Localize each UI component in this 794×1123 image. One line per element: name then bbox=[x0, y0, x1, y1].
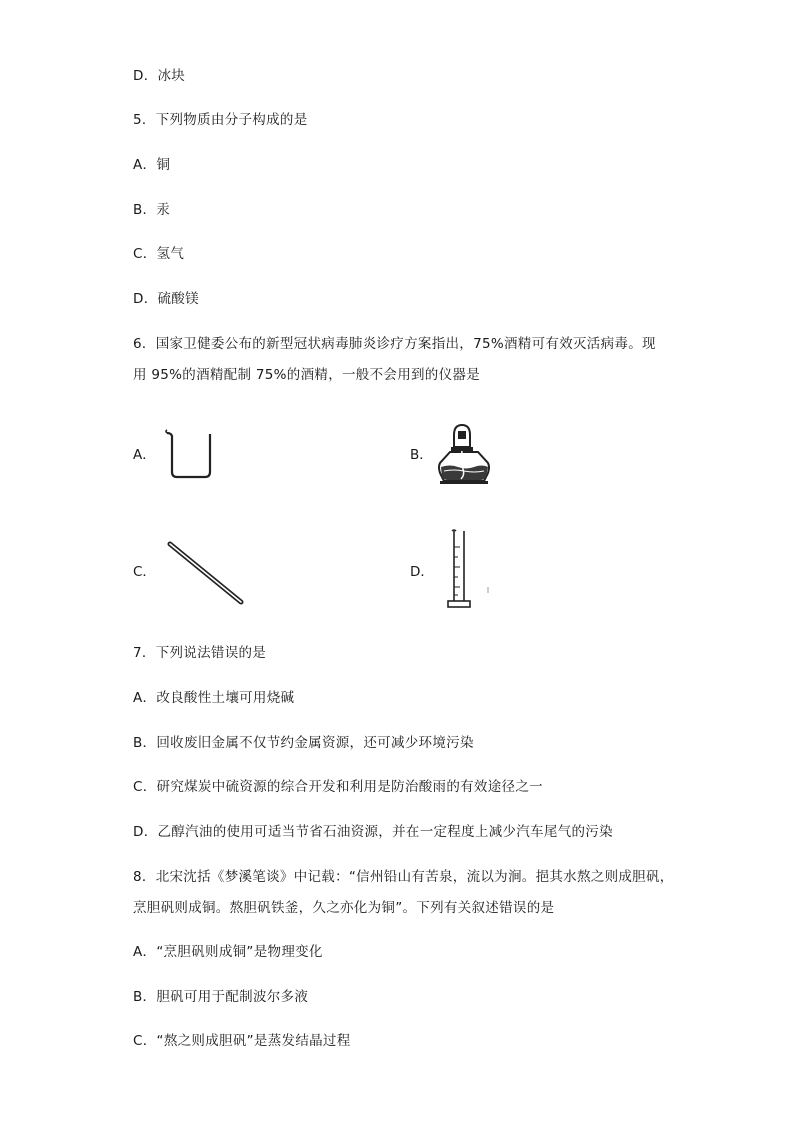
alcohol-lamp-icon bbox=[436, 421, 492, 487]
q8-option-c: C．“熬之则成胆矾”是蒸发结晶过程 bbox=[133, 1033, 351, 1049]
glass-rod-icon bbox=[166, 540, 246, 606]
q7-option-d: D．乙醇汽油的使用可适当节省石油资源，并在一定程度上减少汽车尾气的污染 bbox=[133, 824, 613, 840]
q5-option-c: C．氢气 bbox=[133, 246, 185, 262]
graduated-cylinder-icon bbox=[444, 527, 494, 613]
q7-option-b: B．回收废旧金属不仅节约金属资源，还可减少环境污染 bbox=[133, 735, 474, 751]
q6-stem-line2: 用 95%的酒精配制 75%的酒精，一般不会用到的仪器是 bbox=[133, 367, 480, 383]
q8-stem-line2: 烹胆矾则成铜。熬胆矾铁釜，久之亦化为铜”。下列有关叙述错误的是 bbox=[133, 900, 555, 916]
q4-option-d: D．冰块 bbox=[133, 68, 186, 84]
q5-option-a: A．铜 bbox=[133, 157, 171, 173]
q6-stem-line1: 6．国家卫健委公布的新型冠状病毒肺炎诊疗方案指出，75%酒精可有效灭活病毒。现 bbox=[133, 336, 656, 352]
beaker-icon bbox=[163, 428, 213, 480]
q5-stem: 5．下列物质由分子构成的是 bbox=[133, 112, 308, 128]
q6-option-b-label: B． bbox=[410, 447, 433, 463]
q8-option-a: A．“烹胆矾则成铜”是物理变化 bbox=[133, 944, 323, 960]
q8-option-b: B．胆矾可用于配制波尔多液 bbox=[133, 989, 309, 1005]
q6-option-a-label: A． bbox=[133, 447, 156, 463]
q6-option-d-label: D． bbox=[410, 564, 434, 580]
q7-option-a: A．改良酸性土壤可用烧碱 bbox=[133, 690, 295, 706]
q6-option-c-label: C． bbox=[133, 564, 156, 580]
q8-stem-line1: 8．北宋沈括《梦溪笔谈》中记载：“信州铅山有苦泉，流以为涧。挹其水熬之则成胆矾， bbox=[133, 869, 674, 885]
q7-option-c: C．研究煤炭中硫资源的综合开发和利用是防治酸雨的有效途径之一 bbox=[133, 779, 543, 795]
q5-option-d: D．硫酸镁 bbox=[133, 291, 199, 307]
q7-stem: 7．下列说法错误的是 bbox=[133, 645, 267, 661]
q5-option-b: B．汞 bbox=[133, 202, 171, 218]
